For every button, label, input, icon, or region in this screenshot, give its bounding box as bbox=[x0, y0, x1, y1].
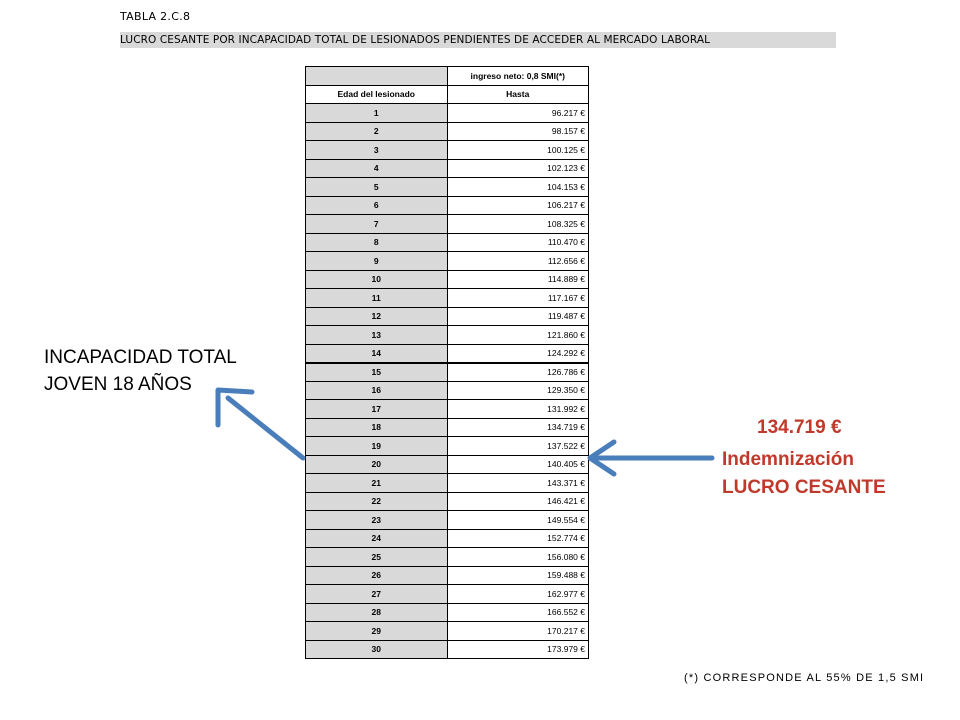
age-cell: 30 bbox=[306, 640, 448, 659]
left-arrow bbox=[218, 390, 303, 458]
age-cell: 14 bbox=[306, 344, 448, 363]
age-cell: 19 bbox=[306, 437, 448, 456]
age-cell: 5 bbox=[306, 178, 448, 197]
age-cell: 27 bbox=[306, 585, 448, 604]
age-cell: 25 bbox=[306, 548, 448, 567]
age-cell: 1 bbox=[306, 104, 448, 123]
right-arrow bbox=[590, 442, 712, 474]
age-cell: 12 bbox=[306, 307, 448, 326]
right-annotation-line1: Indemnización bbox=[722, 449, 854, 470]
age-cell: 29 bbox=[306, 622, 448, 641]
highlight-amount: 134.719 € bbox=[757, 417, 842, 438]
value-cell: 137.522 € bbox=[447, 437, 589, 456]
value-cell: 106.217 € bbox=[447, 196, 589, 215]
value-cell: 98.157 € bbox=[447, 122, 589, 141]
value-cell: 119.487 € bbox=[447, 307, 589, 326]
value-cell: 173.979 € bbox=[447, 640, 589, 659]
age-column-header: Edad del lesionado bbox=[306, 85, 448, 104]
value-cell: 121.860 € bbox=[447, 326, 589, 345]
value-cell: 110.470 € bbox=[447, 233, 589, 252]
value-column-header: Hasta bbox=[447, 85, 589, 104]
age-cell: 15 bbox=[306, 363, 448, 382]
age-cell: 26 bbox=[306, 566, 448, 585]
value-cell: 114.889 € bbox=[447, 270, 589, 289]
table-title: LUCRO CESANTE POR INCAPACIDAD TOTAL DE LESIONADOS PENDIENTES DE ACCEDER AL MERCADO LABORAL bbox=[120, 32, 836, 48]
age-cell: 3 bbox=[306, 141, 448, 160]
value-cell: 124.292 € bbox=[447, 344, 589, 363]
value-cell: 149.554 € bbox=[447, 511, 589, 530]
age-cell: 9 bbox=[306, 252, 448, 271]
right-annotation-line2: LUCRO CESANTE bbox=[722, 477, 886, 498]
value-cell: 152.774 € bbox=[447, 529, 589, 548]
age-cell: 4 bbox=[306, 159, 448, 178]
age-cell: 11 bbox=[306, 289, 448, 308]
value-cell: 129.350 € bbox=[447, 381, 589, 400]
value-cell: 143.371 € bbox=[447, 474, 589, 493]
age-cell: 10 bbox=[306, 270, 448, 289]
value-cell: 170.217 € bbox=[447, 622, 589, 641]
age-cell: 16 bbox=[306, 381, 448, 400]
table-number: TABLA 2.C.8 bbox=[120, 10, 191, 23]
value-cell: 166.552 € bbox=[447, 603, 589, 622]
left-annotation-line2: JOVEN 18 AÑOS bbox=[44, 374, 192, 395]
value-cell: 96.217 € bbox=[447, 104, 589, 123]
value-cell: 131.992 € bbox=[447, 400, 589, 419]
value-cell: 159.488 € bbox=[447, 566, 589, 585]
value-cell: 162.977 € bbox=[447, 585, 589, 604]
value-cell: 146.421 € bbox=[447, 492, 589, 511]
value-cell: 117.167 € bbox=[447, 289, 589, 308]
age-cell: 2 bbox=[306, 122, 448, 141]
value-cell: 134.719 € bbox=[447, 418, 589, 437]
age-cell: 22 bbox=[306, 492, 448, 511]
age-cell: 21 bbox=[306, 474, 448, 493]
income-header: ingreso neto: 0,8 SMI(*) bbox=[447, 67, 589, 86]
left-annotation-line1: INCAPACIDAD TOTAL bbox=[44, 347, 237, 368]
age-cell: 23 bbox=[306, 511, 448, 530]
age-cell: 6 bbox=[306, 196, 448, 215]
age-cell: 17 bbox=[306, 400, 448, 419]
value-cell: 140.405 € bbox=[447, 455, 589, 474]
age-cell: 8 bbox=[306, 233, 448, 252]
age-cell: 24 bbox=[306, 529, 448, 548]
footnote: (*) CORRESPONDE AL 55% DE 1,5 SMI bbox=[684, 672, 925, 684]
age-cell: 20 bbox=[306, 455, 448, 474]
value-cell: 104.153 € bbox=[447, 178, 589, 197]
value-cell: 112.656 € bbox=[447, 252, 589, 271]
value-cell: 100.125 € bbox=[447, 141, 589, 160]
value-cell: 126.786 € bbox=[447, 363, 589, 382]
age-cell: 18 bbox=[306, 418, 448, 437]
value-cell: 102.123 € bbox=[447, 159, 589, 178]
age-cell: 7 bbox=[306, 215, 448, 234]
age-cell: 28 bbox=[306, 603, 448, 622]
value-cell: 156.080 € bbox=[447, 548, 589, 567]
value-cell: 108.325 € bbox=[447, 215, 589, 234]
age-cell: 13 bbox=[306, 326, 448, 345]
